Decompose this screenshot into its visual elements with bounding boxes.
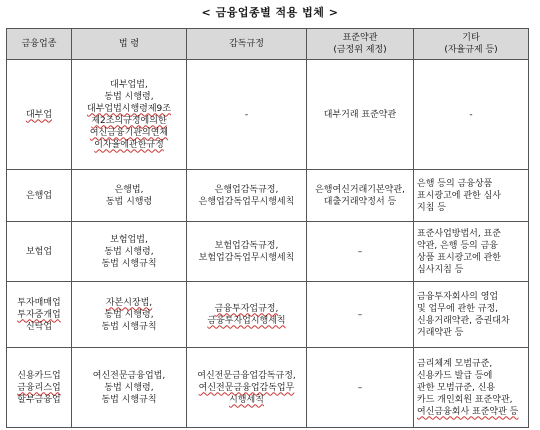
cell-line: 금리체계 모범규준, bbox=[417, 358, 493, 369]
header-standard-line1: 표준약관 bbox=[342, 33, 378, 43]
header-other bbox=[414, 29, 529, 60]
cell-industry bbox=[7, 60, 72, 170]
cell-line: 및 업무에 관한 규정, bbox=[417, 303, 498, 314]
table-row bbox=[7, 282, 529, 348]
cell-standard-terms bbox=[307, 170, 414, 222]
cell-industry bbox=[7, 348, 72, 428]
cell-line: 동법 시행령, bbox=[104, 309, 154, 320]
cell-line: 할부금융업 bbox=[17, 394, 61, 405]
cell-standard-terms bbox=[307, 348, 414, 428]
cell-law bbox=[72, 222, 187, 282]
cell-line: 여신전문금융업감독규정, bbox=[197, 370, 296, 381]
cell-line: 이자율에관한규정 bbox=[94, 139, 164, 150]
cell-line: - bbox=[469, 109, 473, 120]
cell-line: 대부업 bbox=[25, 109, 53, 120]
cell-line: 관한 모범규준, 신용 bbox=[417, 382, 496, 393]
cell-industry bbox=[7, 282, 72, 348]
cell-law bbox=[72, 60, 187, 170]
cell-line: 대부거래 표준약관 bbox=[323, 109, 397, 120]
cell-line: 은행업감독규정, bbox=[214, 184, 279, 195]
cell-line: 동법 시행령, bbox=[104, 382, 154, 393]
cell-other bbox=[414, 348, 529, 428]
cell-line: 여신금융기관의연체 bbox=[89, 127, 169, 138]
cell-line: 은행여신거래기본약관, bbox=[315, 184, 405, 195]
cell-other bbox=[414, 60, 529, 170]
table-row bbox=[7, 348, 529, 428]
page-title: < 금융업종별 적용 법체 > bbox=[201, 6, 339, 19]
cell-line: 은행 등의 금융상품 bbox=[417, 178, 493, 189]
cell-supervision bbox=[187, 222, 307, 282]
cell-line: 동법 시행령 bbox=[105, 196, 153, 207]
header-industry: 금융업종 bbox=[7, 29, 72, 60]
cell-line: 투자매매업 bbox=[17, 297, 61, 308]
cell-line: 대부업법, bbox=[110, 79, 148, 90]
cell-other bbox=[414, 170, 529, 222]
cell-line: 심사지침 등 bbox=[417, 264, 464, 275]
cell-law bbox=[72, 170, 187, 222]
cell-line: 표시광고에 관한 심사 bbox=[417, 190, 501, 201]
cell-law bbox=[72, 348, 187, 428]
cell-line: 동법 시행령, bbox=[104, 91, 154, 102]
cell-line: 은행업감독업무시행세칙 bbox=[198, 196, 295, 207]
cell-line: 표준사업방법서, 표준 bbox=[417, 228, 501, 239]
cell-line: – bbox=[357, 309, 363, 320]
header-other-line1: 기타 bbox=[462, 33, 480, 43]
cell-line: 보험업감독업무시행세칙 bbox=[198, 252, 295, 263]
cell-line: 금융리스업 bbox=[17, 382, 61, 393]
cell-line: 상품 표시광고에 관한 bbox=[417, 252, 501, 263]
cell-line: 보험업 bbox=[25, 246, 53, 257]
cell-line: 동법 시행규칙 bbox=[101, 394, 157, 405]
cell-line: 신용거래약관, 증권대차 bbox=[417, 315, 510, 326]
cell-industry bbox=[7, 170, 72, 222]
cell-line: 동법 시행규칙 bbox=[101, 258, 157, 269]
header-standard-line2: (금정위 제정) bbox=[333, 45, 387, 55]
cell-line: - bbox=[244, 109, 249, 120]
header-other-line2: (자율규제 등) bbox=[444, 45, 498, 55]
cell-law bbox=[72, 282, 187, 348]
cell-line: 거래약관 등 bbox=[417, 327, 464, 338]
cell-industry bbox=[7, 222, 72, 282]
cell-line: 약관, 은행 등의 금융 bbox=[417, 240, 498, 251]
cell-other bbox=[414, 222, 529, 282]
cell-line: 은행법, bbox=[114, 184, 144, 195]
cell-supervision bbox=[187, 170, 307, 222]
cell-line: 카드 개인회원 표준약관, bbox=[417, 394, 513, 405]
cell-standard-terms bbox=[307, 282, 414, 348]
header-supervision: 감독규정 bbox=[187, 29, 307, 60]
cell-line: 신탁업 bbox=[25, 321, 53, 332]
cell-line: 지침 등 bbox=[417, 202, 446, 213]
cell-supervision bbox=[187, 282, 307, 348]
cell-line: 여신전문금융업법, bbox=[92, 370, 166, 381]
cell-line: 신용카드업 bbox=[17, 370, 61, 381]
cell-line: 금융투자업시행세칙 bbox=[207, 315, 286, 326]
cell-line: 여신금융회사 표준약관 등 bbox=[417, 406, 519, 417]
cell-line: – bbox=[357, 382, 363, 393]
cell-line: 투자중개업 bbox=[17, 309, 61, 320]
cell-line: 여신전문금융업감독업무 bbox=[198, 382, 295, 393]
cell-line: 신용카드 발급 등에 bbox=[417, 370, 493, 381]
regulation-table bbox=[6, 28, 529, 428]
header-law: 법 령 bbox=[72, 29, 187, 60]
cell-standard-terms bbox=[307, 222, 414, 282]
cell-line: 은행업 bbox=[25, 190, 53, 201]
table-header-row bbox=[7, 29, 529, 60]
cell-line: 대출거래약정서 등 bbox=[323, 196, 397, 207]
cell-line: 금융투자회사의 영업 bbox=[417, 291, 499, 302]
cell-line: 대부업법시행령제9조 bbox=[87, 103, 171, 114]
cell-line: – bbox=[357, 246, 363, 257]
cell-line: 제2조의규정에의한 bbox=[91, 115, 167, 126]
cell-line: 시행세칙 bbox=[229, 394, 264, 405]
cell-supervision bbox=[187, 60, 307, 170]
cell-line: 동법 시행규칙 bbox=[101, 321, 157, 332]
cell-supervision bbox=[187, 348, 307, 428]
header-standard-terms bbox=[307, 29, 414, 60]
cell-line: 보험업법, bbox=[110, 234, 148, 245]
cell-line: 자본시장법, bbox=[105, 297, 153, 308]
cell-line: 동법 시행령, bbox=[104, 246, 154, 257]
cell-other bbox=[414, 282, 529, 348]
cell-line: 보험업감독규정, bbox=[214, 240, 279, 251]
cell-standard-terms bbox=[307, 60, 414, 170]
table-row bbox=[7, 222, 529, 282]
table-row bbox=[7, 170, 529, 222]
cell-line: 금융투자업규정, bbox=[214, 303, 279, 314]
table-row bbox=[7, 60, 529, 170]
